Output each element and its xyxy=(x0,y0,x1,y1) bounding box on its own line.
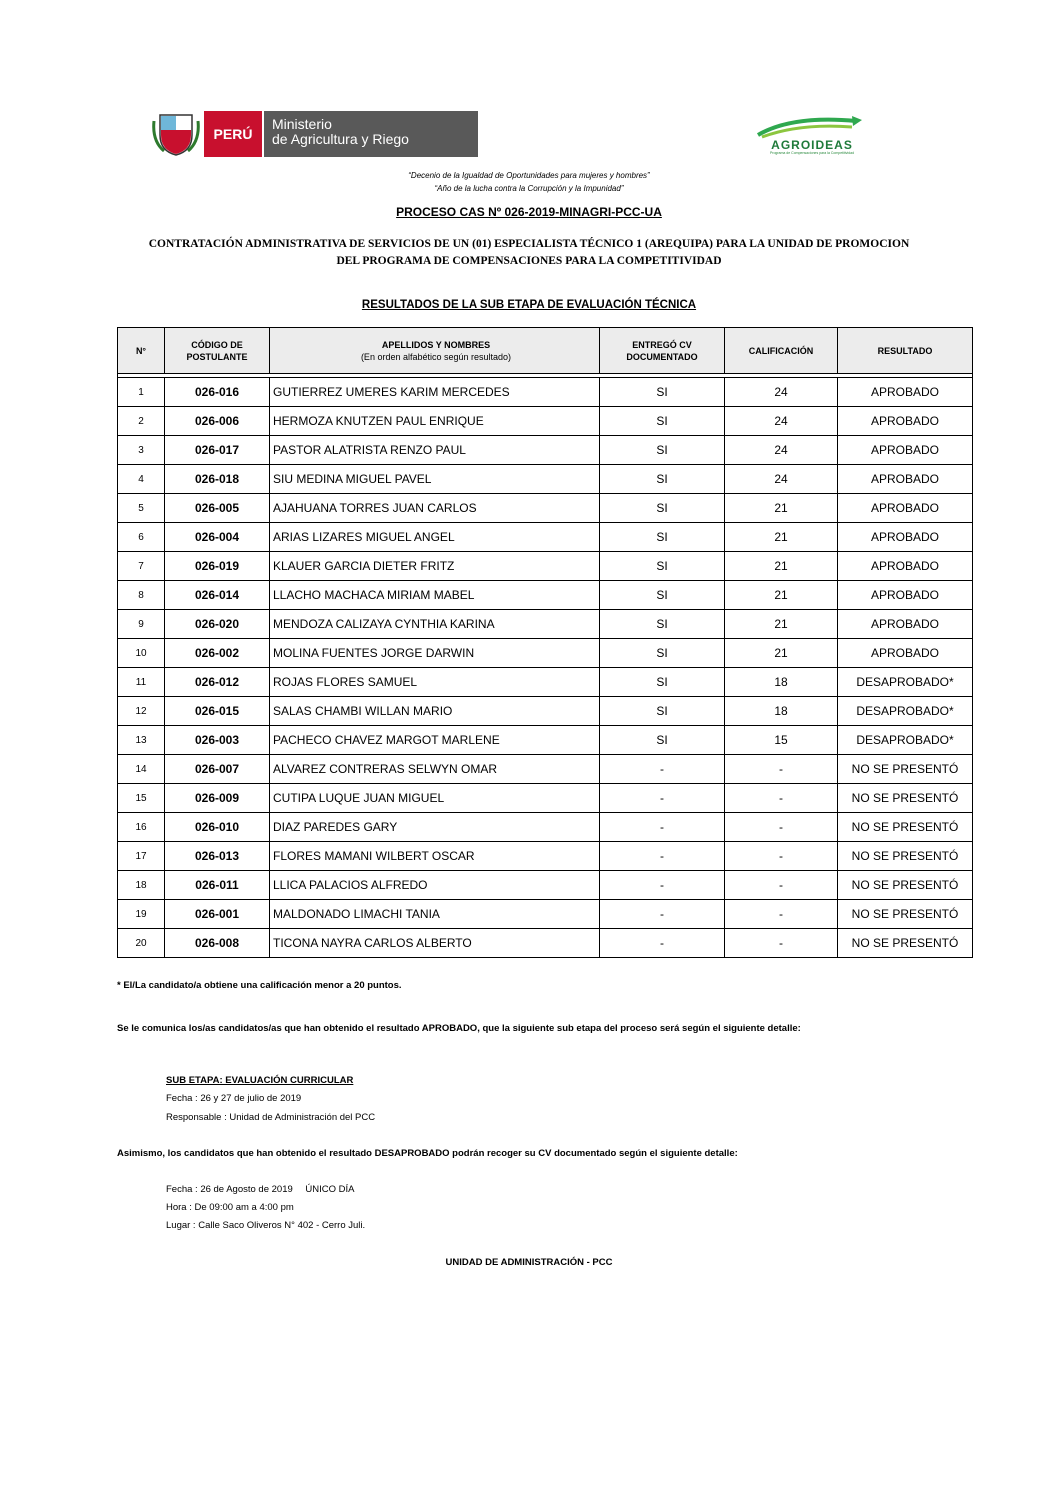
table-row xyxy=(118,900,973,929)
cell-code: 026-015 xyxy=(165,697,270,726)
header-name-sub: (En orden alfabético según resultado) xyxy=(360,351,512,362)
cell-num: 9 xyxy=(118,610,165,639)
header-cv: ENTREGÓ CV DOCUMENTADO xyxy=(600,328,725,374)
table-row xyxy=(118,436,973,465)
cell-num: 1 xyxy=(118,378,165,407)
cell-num: 20 xyxy=(118,929,165,958)
footnote: * El/La candidato/a obtiene una calificación menor a 20 puntos. xyxy=(117,980,402,991)
cell-name: MENDOZA CALIZAYA CYNTHIA KARINA xyxy=(270,610,600,639)
cell-score: 18 xyxy=(725,697,838,726)
cell-cv: - xyxy=(600,755,725,784)
cell-cv: SI xyxy=(600,581,725,610)
cell-cv: SI xyxy=(600,668,725,697)
cell-name: KLAUER GARCIA DIETER FRITZ xyxy=(270,552,600,581)
cell-result: NO SE PRESENTÓ xyxy=(838,784,973,813)
table-row xyxy=(118,523,973,552)
stage-responsible: Responsable : Unidad de Administración del PCC xyxy=(166,1112,376,1123)
pickup-time: Hora : De 09:00 am a 4:00 pm xyxy=(166,1202,294,1213)
cell-num: 13 xyxy=(118,726,165,755)
cell-result: APROBADO xyxy=(838,552,973,581)
cell-code: 026-011 xyxy=(165,871,270,900)
cell-code: 026-018 xyxy=(165,465,270,494)
table-row xyxy=(118,668,973,697)
cell-result: NO SE PRESENTÓ xyxy=(838,813,973,842)
results-table xyxy=(117,327,973,958)
cell-num: 14 xyxy=(118,755,165,784)
cell-score: 21 xyxy=(725,610,838,639)
cell-result: APROBADO xyxy=(838,407,973,436)
cell-name: DIAZ PAREDES GARY xyxy=(270,813,600,842)
cell-code: 026-013 xyxy=(165,842,270,871)
cell-cv: SI xyxy=(600,639,725,668)
header-result: RESULTADO xyxy=(838,328,973,374)
cell-score: 24 xyxy=(725,407,838,436)
cell-score: - xyxy=(725,784,838,813)
cell-name: SALAS CHAMBI WILLAN MARIO xyxy=(270,697,600,726)
cell-result: NO SE PRESENTÓ xyxy=(838,871,973,900)
cell-cv: SI xyxy=(600,378,725,407)
cell-score: 21 xyxy=(725,639,838,668)
ministry-line2: de Agricultura y Riego xyxy=(272,131,409,147)
header-name-main: APELLIDOS Y NOMBRES xyxy=(381,339,491,350)
cell-code: 026-003 xyxy=(165,726,270,755)
cell-code: 026-001 xyxy=(165,900,270,929)
cell-num: 10 xyxy=(118,639,165,668)
year-quote: “Año de la lucha contra la Corrupción y la Impunidad” xyxy=(434,184,624,193)
cell-cv: SI xyxy=(600,726,725,755)
cell-result: DESAPROBADO* xyxy=(838,697,973,726)
cell-score: - xyxy=(725,900,838,929)
cell-code: 026-004 xyxy=(165,523,270,552)
approved-intro: Se le comunica los/as candidatos/as que han obtenido el resultado APROBADO, que la siguiente sub etapa del proceso será según el siguiente detalle: xyxy=(117,1023,801,1034)
disapproved-intro: Asimismo, los candidatos que han obtenido el resultado DESAPROBADO podrán recoger su CV documentado según el siguiente detalle: xyxy=(117,1148,738,1159)
cell-result: APROBADO xyxy=(838,494,973,523)
cell-score: - xyxy=(725,842,838,871)
agroideas-tagline: Programa de Compensaciones para la Competitividad xyxy=(769,151,855,155)
stage-date: Fecha : 26 y 27 de julio de 2019 xyxy=(166,1093,302,1104)
cell-score: 21 xyxy=(725,523,838,552)
cell-code: 026-009 xyxy=(165,784,270,813)
cell-name: MOLINA FUENTES JORGE DARWIN xyxy=(270,639,600,668)
cell-name: SIU MEDINA MIGUEL PAVEL xyxy=(270,465,600,494)
results-table-body xyxy=(118,378,973,958)
cell-name: PASTOR ALATRISTA RENZO PAUL xyxy=(270,436,600,465)
cell-score: 15 xyxy=(725,726,838,755)
cell-name: ARIAS LIZARES MIGUEL ANGEL xyxy=(270,523,600,552)
cell-score: - xyxy=(725,929,838,958)
table-row xyxy=(118,697,973,726)
peru-coat-of-arms-icon xyxy=(152,111,200,157)
cell-name: ROJAS FLORES SAMUEL xyxy=(270,668,600,697)
peru-label: PERÚ xyxy=(204,111,262,157)
cell-name: AJAHUANA TORRES JUAN CARLOS xyxy=(270,494,600,523)
cell-cv: - xyxy=(600,842,725,871)
table-row xyxy=(118,726,973,755)
cell-name: ALVAREZ CONTRERAS SELWYN OMAR xyxy=(270,755,600,784)
cell-name: FLORES MAMANI WILBERT OSCAR xyxy=(270,842,600,871)
results-title: RESULTADOS DE LA SUB ETAPA DE EVALUACIÓN TÉCNICA xyxy=(361,299,697,311)
cell-name: LLICA PALACIOS ALFREDO xyxy=(270,871,600,900)
cell-cv: SI xyxy=(600,407,725,436)
cell-code: 026-016 xyxy=(165,378,270,407)
cell-score: 21 xyxy=(725,552,838,581)
cell-result: NO SE PRESENTÓ xyxy=(838,900,973,929)
cell-num: 7 xyxy=(118,552,165,581)
cell-cv: - xyxy=(600,929,725,958)
cell-score: 24 xyxy=(725,378,838,407)
stage-title: SUB ETAPA: EVALUACIÓN CURRICULAR xyxy=(166,1075,354,1086)
cell-cv: SI xyxy=(600,465,725,494)
cell-name: HERMOZA KNUTZEN PAUL ENRIQUE xyxy=(270,407,600,436)
header-num: N° xyxy=(118,328,165,374)
cell-result: DESAPROBADO* xyxy=(838,726,973,755)
cell-name: PACHECO CHAVEZ MARGOT MARLENE xyxy=(270,726,600,755)
pickup-date-text: Fecha : 26 de Agosto de 2019 xyxy=(166,1184,293,1195)
cell-result: APROBADO xyxy=(838,639,973,668)
table-row xyxy=(118,610,973,639)
table-row xyxy=(118,929,973,958)
cell-name: MALDONADO LIMACHI TANIA xyxy=(270,900,600,929)
cell-name: GUTIERREZ UMERES KARIM MERCEDES xyxy=(270,378,600,407)
cell-num: 12 xyxy=(118,697,165,726)
cell-name: TICONA NAYRA CARLOS ALBERTO xyxy=(270,929,600,958)
cell-cv: SI xyxy=(600,523,725,552)
table-row xyxy=(118,639,973,668)
cell-score: 24 xyxy=(725,436,838,465)
pickup-place: Lugar : Calle Saco Oliveros N° 402 - Cerro Juli. xyxy=(166,1220,366,1231)
cell-score: 18 xyxy=(725,668,838,697)
cell-result: NO SE PRESENTÓ xyxy=(838,842,973,871)
cell-num: 4 xyxy=(118,465,165,494)
table-header-row xyxy=(118,328,973,374)
cell-code: 026-008 xyxy=(165,929,270,958)
cell-result: APROBADO xyxy=(838,436,973,465)
cell-code: 026-006 xyxy=(165,407,270,436)
cell-name: LLACHO MACHACA MIRIAM MABEL xyxy=(270,581,600,610)
table-row xyxy=(118,813,973,842)
cell-result: DESAPROBADO* xyxy=(838,668,973,697)
contract-title: CONTRATACIÓN ADMINISTRATIVA DE SERVICIOS DE UN (01) ESPECIALISTA TÉCNICO 1 (AREQUIPA) PARA LA UNIDAD DE PROMOCION DEL PROGRAMA DE COMPENSACIONES PARA LA COMPETITIVIDAD xyxy=(148,238,910,267)
cell-result: NO SE PRESENTÓ xyxy=(838,755,973,784)
cell-score: 21 xyxy=(725,581,838,610)
table-row xyxy=(118,784,973,813)
cell-result: APROBADO xyxy=(838,581,973,610)
table-row xyxy=(118,378,973,407)
table-row xyxy=(118,407,973,436)
cell-num: 3 xyxy=(118,436,165,465)
cell-num: 17 xyxy=(118,842,165,871)
cell-num: 19 xyxy=(118,900,165,929)
cell-result: APROBADO xyxy=(838,378,973,407)
cell-code: 026-019 xyxy=(165,552,270,581)
table-row xyxy=(118,552,973,581)
header-name xyxy=(270,328,600,374)
cell-result: APROBADO xyxy=(838,610,973,639)
cell-name: CUTIPA LUQUE JUAN MIGUEL xyxy=(270,784,600,813)
cell-score: - xyxy=(725,755,838,784)
header-score: CALIFICACIÓN xyxy=(725,328,838,374)
cell-cv: - xyxy=(600,871,725,900)
cell-code: 026-010 xyxy=(165,813,270,842)
cell-num: 6 xyxy=(118,523,165,552)
signature: UNIDAD DE ADMINISTRACIÓN - PCC xyxy=(445,1257,613,1268)
peru-ministry-logo xyxy=(152,111,478,157)
table-row xyxy=(118,871,973,900)
cell-code: 026-005 xyxy=(165,494,270,523)
cell-cv: SI xyxy=(600,436,725,465)
cell-num: 16 xyxy=(118,813,165,842)
cell-code: 026-020 xyxy=(165,610,270,639)
cell-score: - xyxy=(725,813,838,842)
table-row xyxy=(118,494,973,523)
table-row xyxy=(118,581,973,610)
cell-result: NO SE PRESENTÓ xyxy=(838,929,973,958)
cell-code: 026-014 xyxy=(165,581,270,610)
pickup-date xyxy=(166,1184,355,1195)
table-row xyxy=(118,465,973,494)
decade-quote: “Decenio de la Igualdad de Oportunidades para mujeres y hombres” xyxy=(408,171,650,180)
header-code: CÓDIGO DE POSTULANTE xyxy=(165,328,270,374)
ministry-line1: Ministerio xyxy=(272,116,332,132)
cell-num: 8 xyxy=(118,581,165,610)
cell-result: APROBADO xyxy=(838,465,973,494)
pickup-day: ÚNICO DÍA xyxy=(305,1184,355,1195)
cell-score: 24 xyxy=(725,465,838,494)
cell-num: 2 xyxy=(118,407,165,436)
cell-code: 026-002 xyxy=(165,639,270,668)
table-row xyxy=(118,755,973,784)
cell-cv: SI xyxy=(600,610,725,639)
cell-score: - xyxy=(725,871,838,900)
cell-code: 026-012 xyxy=(165,668,270,697)
cell-num: 15 xyxy=(118,784,165,813)
cell-score: 21 xyxy=(725,494,838,523)
process-title: PROCESO CAS Nº 026-2019-MINAGRI-PCC-UA xyxy=(396,205,662,219)
cell-code: 026-007 xyxy=(165,755,270,784)
table-row xyxy=(118,842,973,871)
cell-cv: - xyxy=(600,900,725,929)
agroideas-logo-text: AGROIDEAS xyxy=(771,138,853,152)
cell-cv: SI xyxy=(600,494,725,523)
cell-cv: - xyxy=(600,813,725,842)
cell-num: 11 xyxy=(118,668,165,697)
ministry-name xyxy=(262,111,478,157)
cell-cv: SI xyxy=(600,552,725,581)
cell-num: 18 xyxy=(118,871,165,900)
cell-cv: - xyxy=(600,784,725,813)
cell-cv: SI xyxy=(600,697,725,726)
cell-num: 5 xyxy=(118,494,165,523)
cell-code: 026-017 xyxy=(165,436,270,465)
cell-result: APROBADO xyxy=(838,523,973,552)
